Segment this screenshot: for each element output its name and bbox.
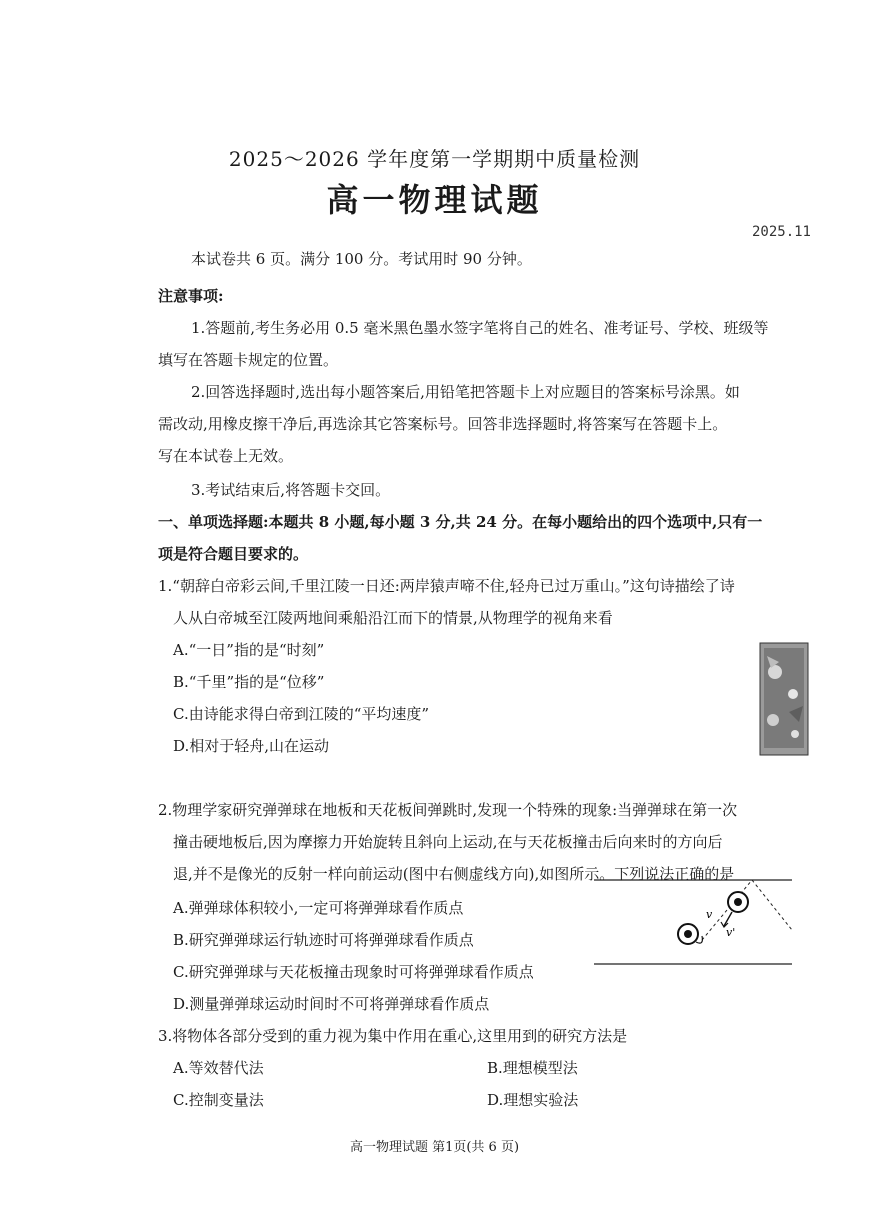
ball-lower: [678, 924, 698, 944]
velocity-label-v: v: [706, 908, 713, 921]
q3-option-b: B.理想模型法: [487, 1059, 578, 1077]
exam-title: 高一物理试题: [326, 181, 543, 219]
q3-option-c: C.控制变量法: [173, 1091, 264, 1109]
q1-option-c: C.由诗能求得白帝到江陵的“平均速度”: [173, 705, 430, 723]
notice-item-3: 3.考试结束后,将答题卡交回。: [191, 481, 391, 499]
q3-stem: 3.将物体各部分受到的重力视为集中作用在重心,这里用到的研究方法是: [158, 1027, 628, 1045]
q2-option-a: A.弹弹球体积较小,一定可将弹弹球看作质点: [173, 899, 464, 917]
q2-stem-line-2: 撞击硬地板后,因为摩擦力开始旋转且斜向上运动,在与天花板撞击后向来时的方向后: [173, 833, 723, 851]
q2-stem-line-1: 2.物理学家研究弹弹球在地板和天花板间弹跳时,发现一个特殊的现象:当弹弹球在第一次: [158, 801, 738, 819]
exam-term: 2025～2026 学年度第一学期期中质量检测: [228, 147, 641, 171]
section-1-line-1: 一、单项选择题:本题共 8 小题,每小题 3 分,共 24 分。在每小题给出的四个选项中,只有一: [158, 513, 763, 531]
q2-stem-line-3: 退,并不是像光的反射一样向前运动(图中右侧虚线方向),如图所示。下列说法正确的是: [173, 865, 735, 883]
notice-item-2-line-2: 需改动,用橡皮擦干净后,再选涂其它答案标号。回答非选择题时,将答案写在答题卡上。: [158, 415, 728, 433]
q1-option-d: D.相对于轻舟,山在运动: [173, 737, 330, 755]
q3-option-a: A.等效替代法: [173, 1059, 264, 1077]
q1-option-a: A.“一日”指的是“时刻”: [173, 641, 325, 659]
q1-figure-image: [759, 642, 809, 756]
ball-upper: [728, 892, 748, 912]
exam-intro: 本试卷共 6 页。满分 100 分。考试用时 90 分钟。: [191, 250, 532, 268]
q2-option-c: C.研究弹弹球与天花板撞击现象时可将弹弹球看作质点: [173, 963, 534, 981]
q1-option-b: B.“千里”指的是“位移”: [173, 673, 325, 691]
notice-item-1-line-1: 1.答题前,考生务必用 0.5 毫米黑色墨水签字笔将自己的姓名、准考证号、学校、班级等: [191, 319, 769, 337]
notice-item-1-line-2: 填写在答题卡规定的位置。: [158, 351, 339, 369]
q2-bouncing-ball-diagram: [592, 870, 796, 970]
q1-stem-line-2: 人从白帝城至江陵两地间乘船沿江而下的情景,从物理学的视角来看: [173, 609, 613, 627]
section-1-line-2: 项是符合题目要求的。: [158, 545, 309, 563]
exam-date: 2025.11: [751, 224, 811, 240]
notice-item-2-line-1: 2.回答选择题时,选出每小题答案后,用铅笔把答题卡上对应题目的答案标号涂黑。如: [191, 383, 740, 401]
q2-option-b: B.研究弹弹球运行轨迹时可将弹弹球看作质点: [173, 931, 474, 949]
q1-stem-line-1: 1.“朝辞白帝彩云间,千里江陵一日还:两岸猿声啼不住,轻舟已过万重山。”这句诗描绘了诗: [158, 577, 735, 595]
q2-option-d: D.测量弹弹球运动时间时不可将弹弹球看作质点: [173, 995, 490, 1013]
q3-option-d: D.理想实验法: [487, 1091, 579, 1109]
notice-heading: 注意事项:: [158, 287, 224, 305]
velocity-label-v-prime: v': [726, 926, 736, 939]
notice-item-2-line-3: 写在本试卷上无效。: [158, 447, 294, 465]
page-footer: 高一物理试题 第1页(共 6 页): [349, 1140, 520, 1155]
